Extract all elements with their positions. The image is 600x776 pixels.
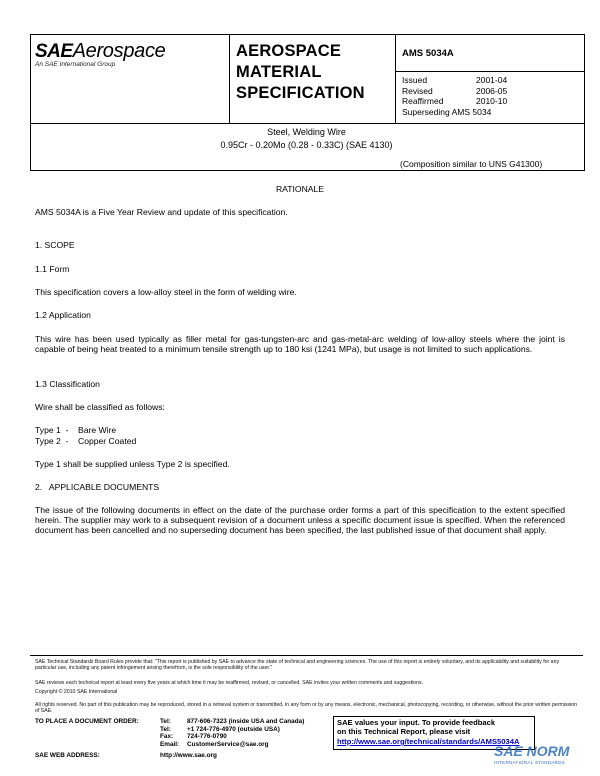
section-1-3-intro: Wire shall be classified as follows: — [35, 402, 165, 412]
section-1-3-note: Type 1 shall be supplied unless Type 2 is specified. — [35, 459, 230, 469]
footer-copyright: Copyright © 2010 SAE International — [35, 689, 118, 695]
web-address-link[interactable]: http://www.sae.org — [160, 752, 217, 759]
footer-rights: All rights reserved. No part of this publication may be reproduced, stored in a retrieval system or transmitted, in any form or by any means, electronic, mechanical, photocopying, recording, or otherwise, without the prior written permission of SAE. — [35, 702, 578, 715]
spec-title-line: SPECIFICATION — [236, 84, 365, 102]
spec-title-line: MATERIAL — [236, 63, 322, 81]
meta-label-reaffirmed: Reaffirmed — [402, 96, 444, 106]
sae-aerospace-logo — [35, 40, 166, 63]
section-1-2-text: This wire has been used typically as filler metal for gas-tungsten-arc and gas-metal-arc welding of low-alloy steels where the joint is capable of being heat treated to a minimum tensile strength up to 180 ksi (1241 MPa), but usage is not limited to such applications. — [35, 334, 565, 355]
footer-rule — [30, 655, 583, 656]
rationale-heading: RATIONALE — [275, 184, 325, 194]
logo-aerospace-text: Aerospace — [72, 40, 166, 62]
order-label: TO PLACE A DOCUMENT ORDER: — [35, 718, 139, 725]
section-1-heading: 1. SCOPE — [35, 240, 75, 250]
meta-value-revised: 2006-05 — [476, 85, 508, 96]
meta-value-issued: 2001-04 — [476, 75, 508, 85]
order-values — [187, 718, 304, 749]
web-label: SAE WEB ADDRESS: — [35, 752, 100, 759]
order-keys — [160, 718, 179, 749]
order-email[interactable]: CustomerService@sae.org — [187, 741, 269, 749]
header-divider — [229, 35, 230, 123]
document-title: Steel, Welding Wire — [267, 127, 346, 137]
section-2-heading: 2. APPLICABLE DOCUMENTS — [35, 482, 160, 492]
order-tel-international: +1 724-776-4970 (outside USA) — [187, 725, 280, 733]
feedback-text: on this Technical Report, please visit — [337, 727, 471, 736]
meta-values — [476, 75, 507, 107]
section-1-1-heading: 1.1 Form — [35, 264, 70, 274]
document-subtitle: 0.95Cr - 0.20Mo (0.28 - 0.33C) (SAE 4130) — [220, 140, 393, 150]
logo-sae-text: SAE — [35, 41, 73, 62]
section-1-1-text: This specification covers a low-alloy steel in the form of welding wire. — [35, 287, 297, 297]
meta-label-revised: Revised — [402, 85, 433, 96]
watermark-subtext: INTERNATIONAL STANDARDS — [494, 760, 566, 765]
superseding-note: Superseding AMS 5034 — [402, 107, 492, 117]
meta-value-reaffirmed: 2010-10 — [476, 96, 508, 106]
order-key: Tel: — [160, 725, 171, 733]
section-1-2-heading: 1.2 Application — [35, 310, 91, 320]
order-key: Fax: — [160, 733, 174, 741]
meta-label-issued: Issued — [402, 75, 428, 85]
order-fax: 724-776-0790 — [187, 733, 227, 741]
logo-tagline: An SAE International Group — [35, 61, 116, 68]
order-key: Tel: — [160, 718, 171, 725]
type-list-item: Type 2 - Copper Coated — [35, 436, 137, 446]
spec-title-line: AEROSPACE — [236, 42, 342, 60]
composition-note: (Composition similar to UNS G41300) — [400, 159, 543, 169]
spec-title — [236, 41, 365, 104]
feedback-link[interactable]: http://www.sae.org/technical/standards/AMS5034A — [337, 737, 520, 746]
header-rule — [395, 71, 584, 72]
rationale-text: AMS 5034A is a Five Year Review and update of this specification. — [35, 207, 288, 217]
sae-norm-watermark: SAE NORM — [494, 743, 570, 759]
order-tel-domestic: 877-606-7323 (inside USA and Canada) — [187, 718, 305, 725]
meta-labels — [402, 75, 443, 107]
section-2-text: The issue of the following documents in effect on the date of the purchase order forms a part of this specification to the extent specified herein. The supplier may work to a subsequent revision of a document unless a specific document issue is specified. When the referenced document has been cancelled and no superseding document has been specified, the last published issue of that document shall apply. — [35, 505, 565, 536]
document-number: AMS 5034A — [402, 48, 454, 59]
order-key: Email: — [160, 741, 180, 749]
footer-review-note: SAE reviews each technical report at least every five years at which time it may be reaffirmed, revised, or cancelled. SAE invites your written comments and suggestions. — [35, 680, 423, 686]
header-divider — [395, 35, 396, 123]
footer-disclaimer: SAE Technical Standards Board Rules provide that: "This report is published by SAE to advance the state of technical and engineering sciences. The use of this report is entirely voluntary, and its applicability and suitability for any particular use, including any patent infringement arising therefrom, is the sole responsibility of the user." — [35, 659, 560, 672]
type-list-item: Type 1 - Bare Wire — [35, 425, 117, 435]
feedback-text: SAE values your input. To provide feedback — [337, 718, 496, 727]
section-1-3-heading: 1.3 Classification — [35, 379, 100, 389]
